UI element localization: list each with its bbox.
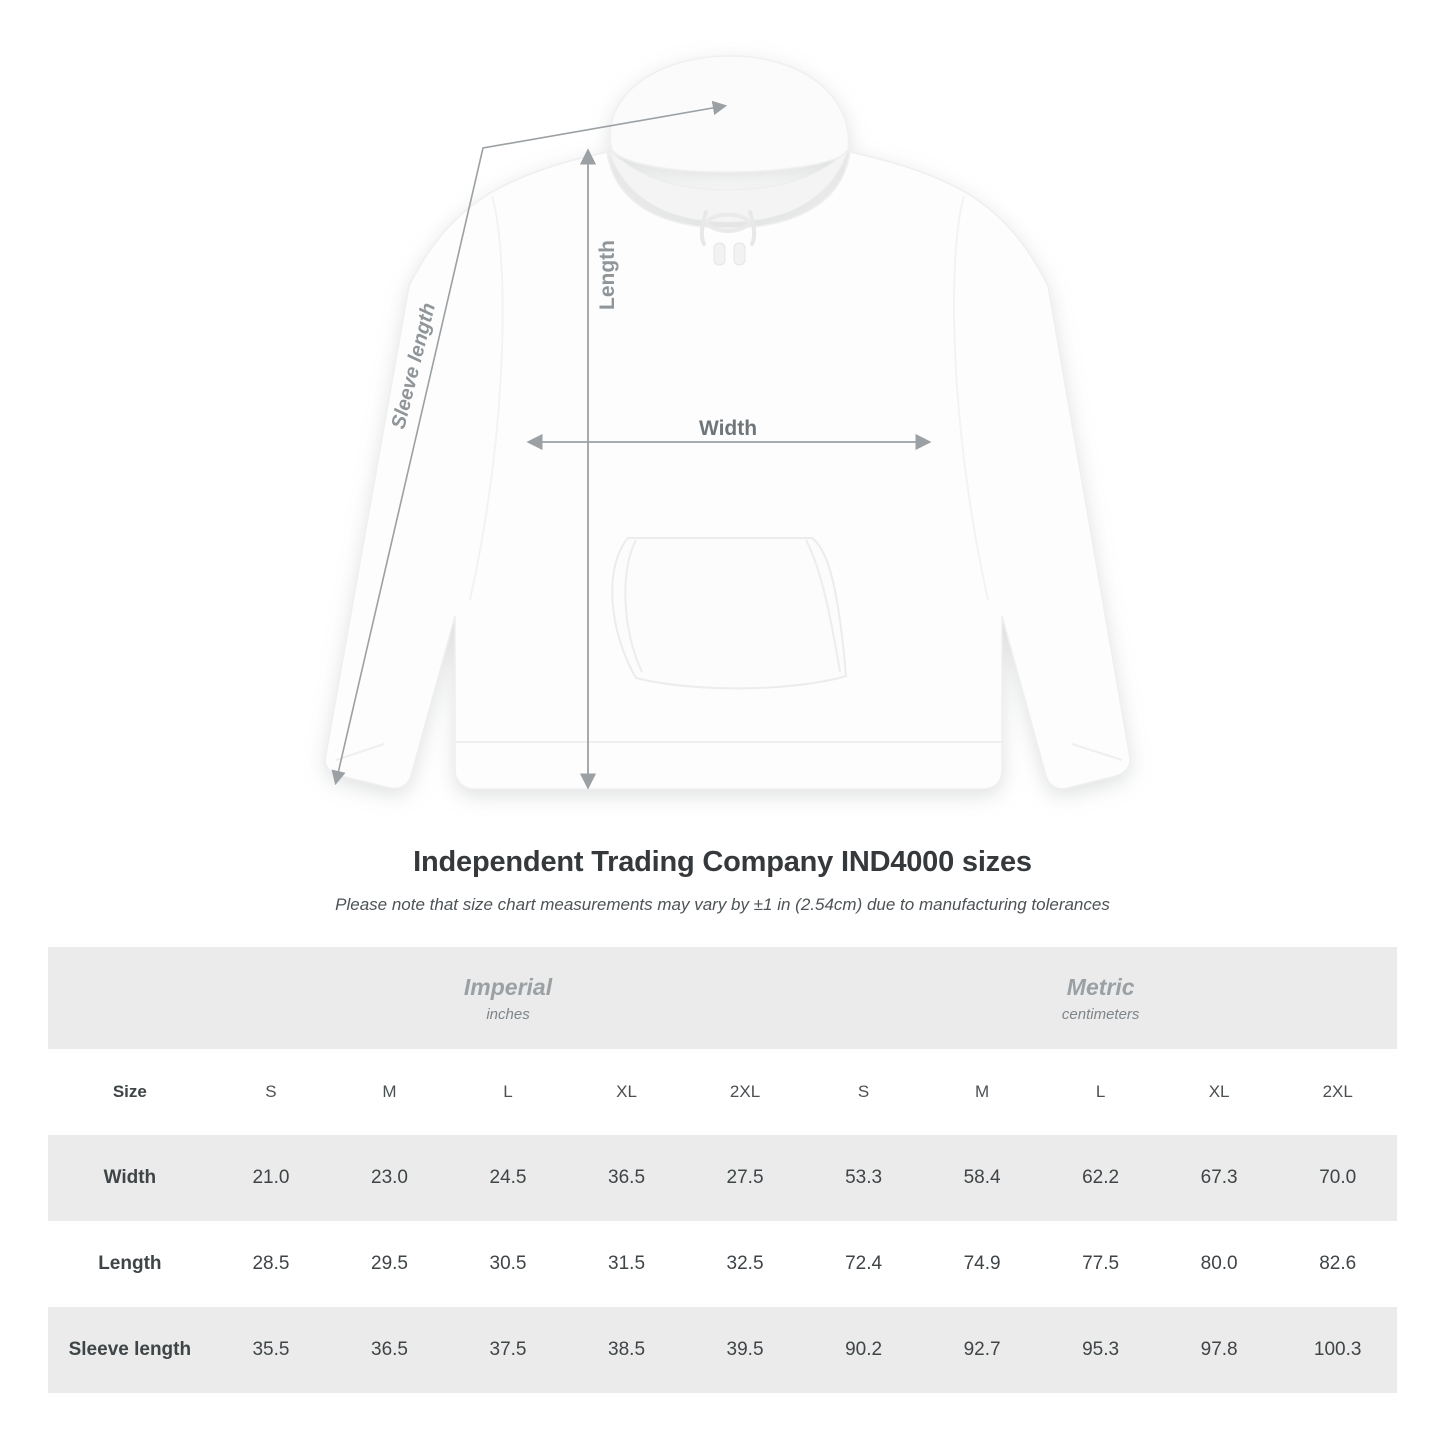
size-header-imperial-m: M: [330, 1049, 449, 1135]
row-label-width: Width: [48, 1135, 212, 1221]
size-header-imperial-2xl: 2XL: [686, 1049, 805, 1135]
unit-imperial-name: Imperial: [463, 974, 553, 1001]
size-header-label: Size: [48, 1049, 212, 1135]
cell-sleeve-imperial-2xl: 39.5: [686, 1307, 805, 1393]
cell-sleeve-imperial-m: 36.5: [330, 1307, 449, 1393]
unit-header-row: [48, 947, 1397, 1049]
cell-sleeve-imperial-xl: 38.5: [567, 1307, 686, 1393]
unit-group-metric: [804, 947, 1397, 1049]
size-header-imperial-l: L: [449, 1049, 568, 1135]
cell-length-metric-xl: 80.0: [1160, 1221, 1279, 1307]
cell-length-imperial-s: 28.5: [212, 1221, 331, 1307]
table-row: [48, 1307, 1397, 1393]
unit-group-imperial: [212, 947, 805, 1049]
cell-sleeve-metric-s: 90.2: [804, 1307, 923, 1393]
unit-metric-sub: centimeters: [1061, 1005, 1140, 1023]
cell-width-imperial-s: 21.0: [212, 1135, 331, 1221]
cell-length-imperial-xl: 31.5: [567, 1221, 686, 1307]
size-table-wrap: [48, 947, 1397, 1393]
width-label: Width: [698, 417, 758, 440]
cell-width-metric-l: 62.2: [1041, 1135, 1160, 1221]
size-table: [48, 947, 1397, 1393]
cell-width-metric-xl: 67.3: [1160, 1135, 1279, 1221]
cell-width-imperial-l: 24.5: [449, 1135, 568, 1221]
cell-sleeve-imperial-s: 35.5: [212, 1307, 331, 1393]
size-header-metric-m: M: [923, 1049, 1042, 1135]
table-row: [48, 1135, 1397, 1221]
cell-sleeve-imperial-l: 37.5: [449, 1307, 568, 1393]
cell-length-metric-s: 72.4: [804, 1221, 923, 1307]
size-header-metric-2xl: 2XL: [1278, 1049, 1397, 1135]
tolerance-note: Please note that size chart measurements may vary by ±1 in (2.54cm) due to manufacturing tolerances: [335, 895, 1110, 914]
cell-sleeve-metric-2xl: 100.3: [1278, 1307, 1397, 1393]
length-label: Length: [596, 240, 619, 310]
cell-sleeve-metric-m: 92.7: [923, 1307, 1042, 1393]
cell-width-imperial-m: 23.0: [330, 1135, 449, 1221]
cell-length-imperial-l: 30.5: [449, 1221, 568, 1307]
cell-sleeve-metric-l: 95.3: [1041, 1307, 1160, 1393]
size-header-imperial-s: S: [212, 1049, 331, 1135]
title-block: [0, 846, 1445, 915]
size-header-metric-s: S: [804, 1049, 923, 1135]
cell-width-metric-m: 58.4: [923, 1135, 1042, 1221]
size-header-metric-l: L: [1041, 1049, 1160, 1135]
cell-sleeve-metric-xl: 97.8: [1160, 1307, 1279, 1393]
cell-width-metric-s: 53.3: [804, 1135, 923, 1221]
cell-width-imperial-2xl: 27.5: [686, 1135, 805, 1221]
size-header-row: [48, 1049, 1397, 1135]
cell-width-imperial-xl: 36.5: [567, 1135, 686, 1221]
sleeve-length-label: Sleeve length: [387, 300, 441, 432]
table-row: [48, 1221, 1397, 1307]
cell-length-metric-l: 77.5: [1041, 1221, 1160, 1307]
cell-width-metric-2xl: 70.0: [1278, 1135, 1397, 1221]
row-label-length: Length: [48, 1221, 212, 1307]
cell-length-imperial-2xl: 32.5: [686, 1221, 805, 1307]
cell-length-metric-m: 74.9: [923, 1221, 1042, 1307]
unit-imperial-sub: inches: [486, 1005, 530, 1023]
size-header-metric-xl: XL: [1160, 1049, 1279, 1135]
cell-length-metric-2xl: 82.6: [1278, 1221, 1397, 1307]
row-label-sleeve-length: Sleeve length: [48, 1307, 212, 1393]
page-title: Independent Trading Company IND4000 sizes: [413, 846, 1032, 878]
unit-spacer-cell: [48, 947, 212, 1049]
cell-length-imperial-m: 29.5: [330, 1221, 449, 1307]
size-header-imperial-xl: XL: [567, 1049, 686, 1135]
unit-metric-name: Metric: [1066, 974, 1135, 1001]
